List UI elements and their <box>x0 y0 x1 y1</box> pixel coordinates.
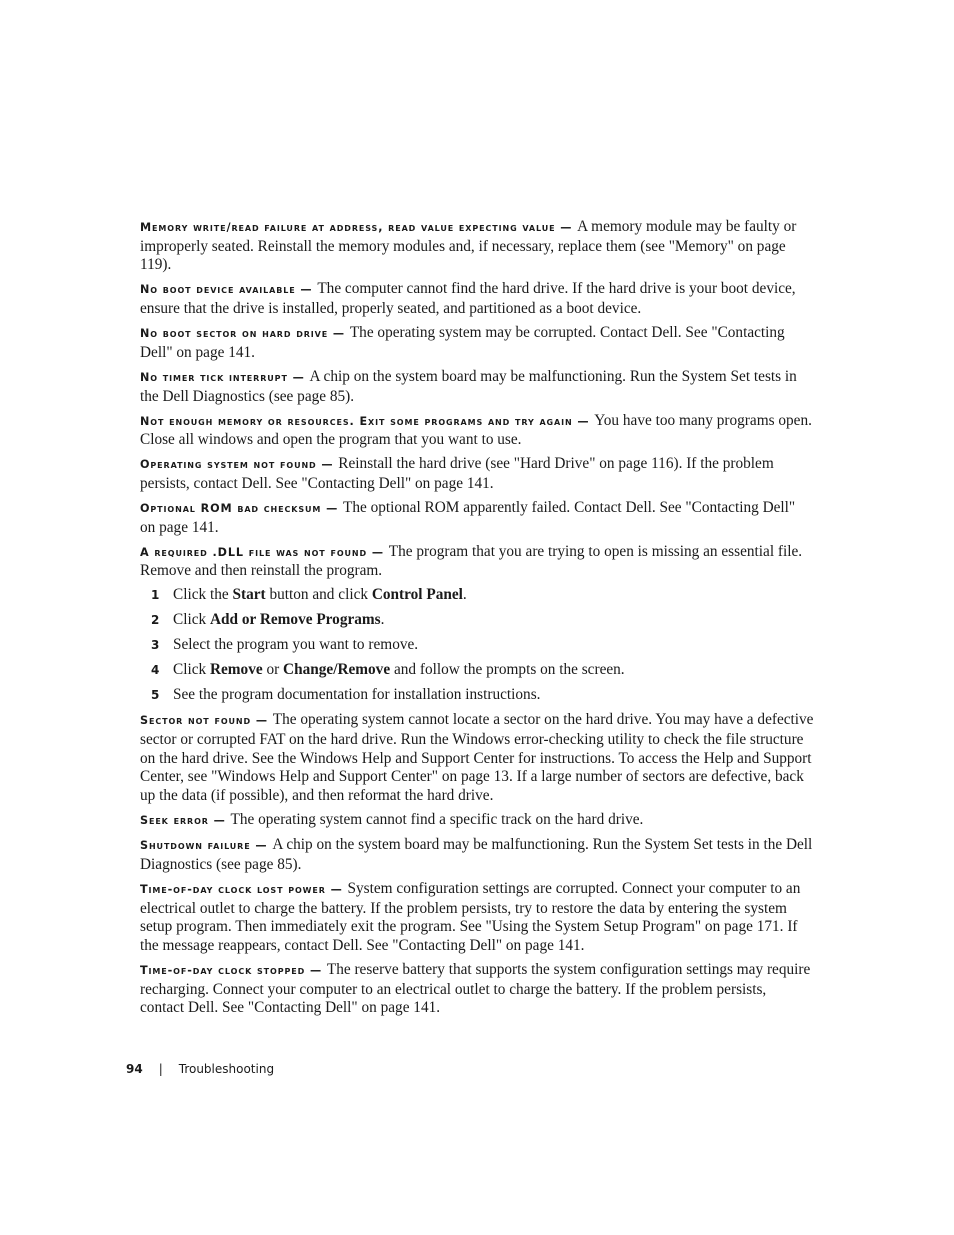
error-entry-optional-rom <box>140 499 814 537</box>
term-dash: — <box>328 327 350 341</box>
term-dash: — <box>367 545 389 559</box>
error-term: Operating system not found <box>140 458 317 472</box>
control-panel-ref: Control Panel <box>371 586 463 604</box>
error-term: Sector not found <box>140 714 252 728</box>
term-dash: — <box>208 814 231 828</box>
error-term: Not enough memory or resources. Exit some programs and try again <box>140 414 573 428</box>
error-description: The program that you are trying to open is missing an essential file. Remove and then reinstall the program. <box>140 542 803 580</box>
error-entry-memory-write-read-failure <box>140 218 814 275</box>
term-dash: — <box>295 283 318 297</box>
footer-separator: | <box>158 1062 163 1076</box>
error-term: Optional ROM bad checksum <box>140 501 322 515</box>
page-number: 94 <box>126 1062 143 1076</box>
error-entry-clock-stopped <box>140 961 814 1018</box>
step-text: Click <box>173 611 210 629</box>
start-button-ref: Start <box>232 586 266 604</box>
error-term: Seek error <box>140 814 209 828</box>
term-dash: — <box>305 963 327 977</box>
step-number: 4 <box>151 663 160 678</box>
error-entry-no-boot-device <box>140 280 814 318</box>
step-number: 1 <box>151 588 160 603</box>
error-description: A chip on the system board may be malfunctioning. Run the System Set tests in the Dell Diagnostics (see page 85). <box>140 836 813 873</box>
error-entry-no-boot-sector <box>140 324 814 362</box>
error-entry-seek-error <box>140 811 814 831</box>
error-entry-clock-lost-power <box>140 880 814 956</box>
error-description: The operating system may be corrupted. Contact Dell. See "Contacting Dell" on page 141. <box>140 324 785 361</box>
step-item <box>140 686 814 705</box>
error-description: The optional ROM apparently failed. Contact Dell. See "Contacting Dell" on page 141. <box>140 498 796 536</box>
term-dash: — <box>555 221 578 234</box>
step-text: Click <box>173 661 210 679</box>
error-term: Memory write/read failure at address, read value expecting value <box>140 221 556 234</box>
step-item <box>140 611 814 630</box>
error-term: Time-of-day clock stopped <box>140 963 306 977</box>
error-entry-os-not-found <box>140 455 814 493</box>
term-dash: — <box>316 458 339 472</box>
error-description: The computer cannot find the hard drive. If the hard drive is your boot device, ensure that the drive is installed, properly seated, and partitioned as a boot device. <box>140 280 796 318</box>
step-item <box>140 636 814 655</box>
error-description: A memory module may be faulty or improperly seated. Reinstall the memory modules and, if necessary, replace them (see "Memory" on page 119). <box>140 218 797 274</box>
error-description: The operating system cannot locate a sector on the hard drive. You may have a defective sector or corrupted FAT on the hard drive. Run the Windows error-checking utility to check the file structure on the hard drive. See the Windows Help and Support Center for instructions. To access the Help and Support Center, see "Windows Help and Support Center" on page 13. If a large number of sectors are defective, back up the data (if possible), and then reformat the hard drive. <box>140 711 814 805</box>
error-entry-sector-not-found <box>140 711 814 806</box>
error-description: System configuration settings are corrupted. Connect your computer to an electrical outlet to charge the battery. If the problem persists, try to restore the data by entering the system setup program. Then immediately exit the program. See "Using the System Setup Program" on page 171. If the message reappears, contact Dell. See "Contacting Dell" on page 141. <box>140 879 801 954</box>
error-description: Reinstall the hard drive (see "Hard Drive" on page 116). If the problem persists, contact Dell. See "Contacting Dell" on page 141. <box>140 455 774 492</box>
error-description: A chip on the system board may be malfunctioning. Run the System Set tests in the Dell Diagnostics (see page 85). <box>140 367 797 405</box>
error-description: You have too many programs open. Close all windows and open the program that you want to use. <box>140 411 812 449</box>
error-term: No boot sector on hard drive <box>140 327 329 341</box>
term-dash: — <box>251 714 273 728</box>
step-item <box>140 661 814 680</box>
error-term: Time-of-day clock lost power <box>140 882 326 896</box>
step-text: button and click <box>265 586 372 604</box>
step-text: See the program documentation for installation instructions. <box>173 686 541 704</box>
error-term: Shutdown failure <box>140 839 251 853</box>
step-number: 3 <box>151 638 160 653</box>
error-entry-no-timer-tick <box>140 368 814 406</box>
error-description: The operating system cannot find a specific track on the hard drive. <box>230 811 644 829</box>
step-text: . <box>462 586 467 604</box>
term-dash: — <box>250 839 273 853</box>
error-description: The reserve battery that supports the system configuration settings may require recharging. Connect your computer to an electrical outlet to charge the battery. If the problem persists, contact Dell. See "Contacting Dell" on page 141. <box>140 960 811 1017</box>
error-term: A required .DLL file was not found <box>140 545 368 559</box>
remove-ref: Remove <box>209 661 263 679</box>
step-text: . <box>380 611 385 629</box>
term-dash: — <box>572 414 595 428</box>
change-remove-ref: Change/Remove <box>283 661 391 679</box>
step-number: 2 <box>151 613 160 628</box>
error-term: No boot device available <box>140 283 296 297</box>
error-entry-dll-not-found <box>140 543 814 581</box>
step-text: Select the program you want to remove. <box>173 636 419 654</box>
section-name: Troubleshooting <box>178 1062 275 1076</box>
step-item <box>140 586 814 605</box>
term-dash: — <box>321 501 343 515</box>
step-text: and follow the prompts on the screen. <box>390 661 625 679</box>
step-number: 5 <box>151 688 160 703</box>
add-remove-programs-ref: Add or Remove Programs <box>209 611 381 629</box>
step-text: Click the <box>173 586 233 604</box>
reinstall-steps-list <box>140 586 814 705</box>
page-footer <box>126 1062 274 1076</box>
error-term: No timer tick interrupt <box>140 370 288 384</box>
step-text: or <box>262 661 284 679</box>
term-dash: — <box>325 882 348 896</box>
error-entry-not-enough-memory <box>140 412 814 450</box>
page-body <box>140 218 814 1023</box>
term-dash: — <box>287 370 310 384</box>
error-entry-shutdown-failure <box>140 836 814 874</box>
